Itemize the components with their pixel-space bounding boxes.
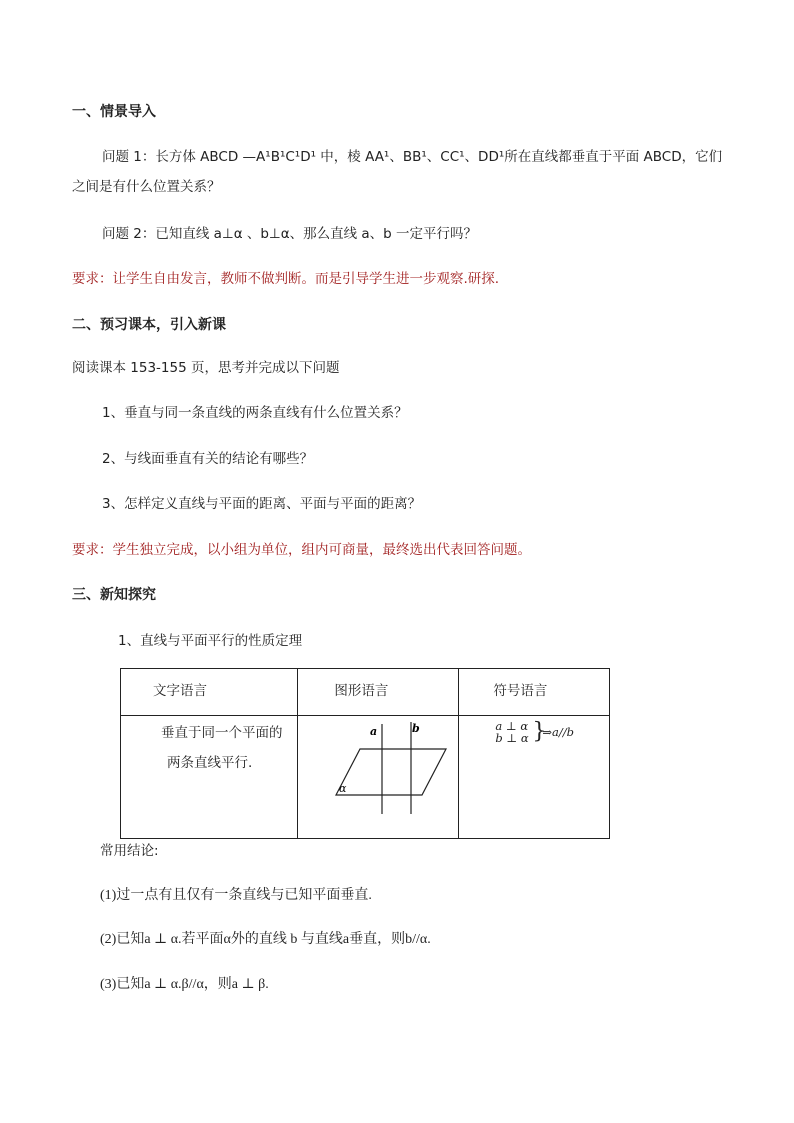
conclusion-2: (2)已知a ⊥ α.若平面α外的直线 b 与直线a垂直，则b//α.	[100, 932, 431, 947]
question-1-line1: 问题 1：长方体 ABCD —A¹B¹C¹D¹ 中，棱 AA¹、BB¹、CC¹、DD¹所在直线都垂直于平面 ABCD，它们	[102, 149, 723, 165]
conclusion-3: (3)已知a ⊥ α.β//α，则a ⊥ β.	[100, 977, 269, 992]
label-a: a	[370, 725, 378, 738]
preview-question-3: 3、怎样定义直线与平面的距离、平面与平面的距离？	[102, 496, 422, 512]
symbol-language-cell	[459, 716, 610, 839]
label-alpha: α	[339, 782, 347, 795]
table-header-cell	[121, 669, 298, 716]
theorem-text-line2: 两条直线平行.	[167, 755, 253, 771]
table-header-cell	[298, 669, 459, 716]
section2-heading: 二、预习课本，引入新课	[72, 317, 226, 333]
text-language-cell	[121, 716, 298, 839]
theorem-title: 1、直线与平面平行的性质定理	[118, 633, 303, 649]
section3-heading: 三、新知探究	[72, 587, 156, 603]
section1-heading: 一、情景导入	[72, 104, 156, 120]
symbol-expression	[495, 720, 605, 754]
label-b: b	[412, 722, 421, 735]
plane-alpha-shape	[336, 749, 446, 795]
symbol-line-1: a ⊥ α	[495, 719, 529, 733]
preview-question-1: 1、垂直与同一条直线的两条直线有什么位置关系？	[102, 405, 408, 421]
right-brace-glyph: }	[532, 719, 547, 744]
table-header-cell	[459, 669, 610, 716]
header-symbol-language: 符号语言	[493, 683, 548, 699]
header-text-language: 文字语言	[153, 683, 207, 699]
symbol-result: ⇒a//b	[542, 725, 574, 739]
question-2: 问题 2：已知直线 a⊥α 、b⊥α、那么直线 a、b 一定平行吗？	[102, 226, 478, 242]
conclusion-1: (1)过一点有且仅有一条直线与已知平面垂直.	[100, 888, 372, 903]
theorem-table	[120, 668, 610, 839]
question-1-line2: 之间是有什么位置关系？	[72, 179, 221, 195]
symbol-line-2: b ⊥ α	[495, 731, 529, 745]
conclusions-title: 常用结论:	[100, 843, 159, 859]
header-figure-language: 图形语言	[334, 683, 389, 699]
requirement-1: 要求：让学生自由发言，教师不做判断。而是引导学生进一步观察.研探.	[72, 271, 500, 287]
requirement-2: 要求：学生独立完成，以小组为单位，组内可商量，最终选出代表回答问题。	[72, 542, 531, 558]
reading-intro: 阅读课本 153-155 页，思考并完成以下问题	[72, 360, 340, 376]
preview-question-2: 2、与线面垂直有关的结论有哪些？	[102, 451, 314, 467]
theorem-text-line1: 垂直于同一个平面的	[161, 725, 283, 741]
